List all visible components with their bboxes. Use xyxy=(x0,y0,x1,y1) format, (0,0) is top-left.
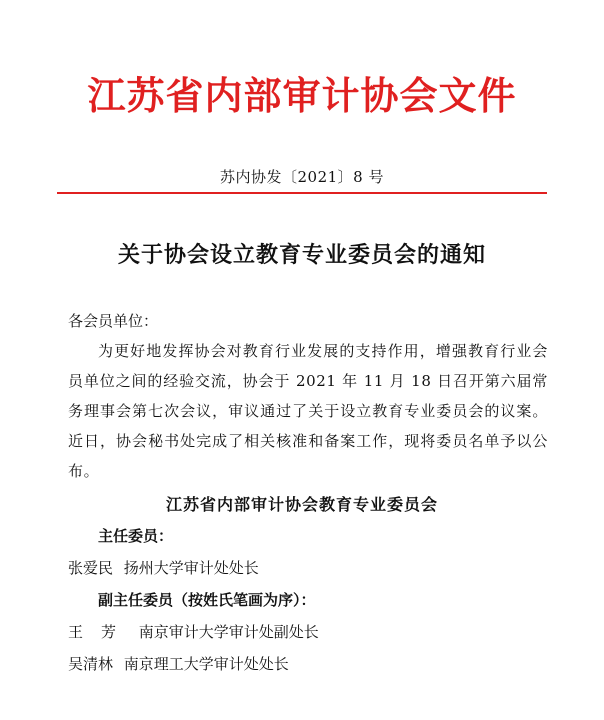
director-heading: 主任委员： xyxy=(98,527,174,545)
issuer-header-title: 江苏省内部审计协会文件 xyxy=(87,73,517,118)
salutation: 各会员单位： xyxy=(68,312,159,330)
member-row xyxy=(68,552,548,584)
member-row xyxy=(68,616,548,648)
red-divider-line xyxy=(57,192,547,194)
body-paragraph: 为更好地发挥协会对教育行业发展的支持作用，增强教育行业会员单位之间的经验交流，协会于 2021 年 11 月 18 日召开第六届常务理事会第七次会议，审议通过了关于设立教育专业委员会的议案。近日，协会秘书处完成了相关核准和备案工作，现将委员名单予以公布。 xyxy=(68,342,548,480)
member-name: 张爱民 xyxy=(68,559,114,577)
member-list xyxy=(68,520,548,680)
member-org: 南京理工大学审计处处长 xyxy=(123,655,289,673)
notice-title: 关于协会设立教育专业委员会的通知 xyxy=(117,242,486,268)
member-name: 吴清林 xyxy=(68,655,114,673)
document-number: 苏内协发〔2021〕8 号 xyxy=(220,168,384,186)
member-org: 南京审计大学审计处副处长 xyxy=(138,623,319,641)
deputy-heading: 副主任委员（按姓氏笔画为序）： xyxy=(98,591,316,609)
member-row xyxy=(68,648,548,680)
member-org: 扬州大学审计处处长 xyxy=(123,559,259,577)
member-name: 王芳 xyxy=(68,623,135,641)
committee-name: 江苏省内部审计协会教育专业委员会 xyxy=(165,495,438,514)
